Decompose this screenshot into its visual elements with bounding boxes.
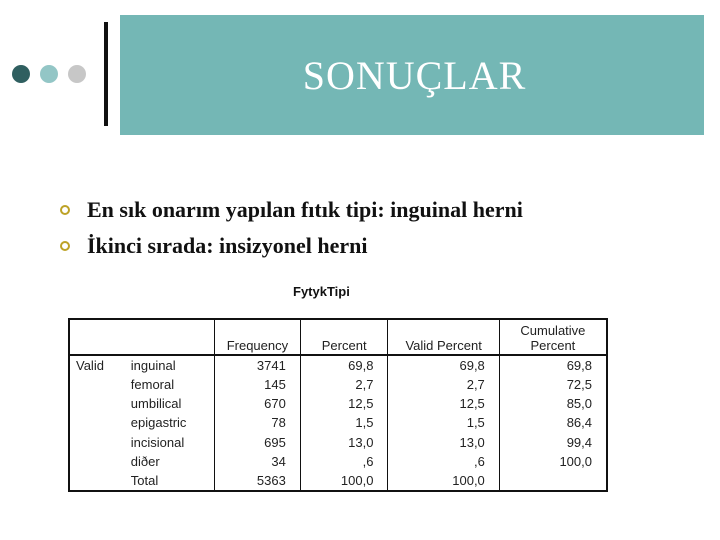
row-label: diðer xyxy=(130,453,160,469)
cell-frequency: 78 xyxy=(215,413,301,432)
table-row xyxy=(69,413,607,432)
cell-cumulative-percent: 99,4 xyxy=(499,433,607,452)
cell-percent: ,6 xyxy=(300,452,388,471)
cell-frequency: 3741 xyxy=(215,355,301,375)
row-label: femoral xyxy=(130,377,175,393)
table-row xyxy=(69,452,607,471)
bullet-item xyxy=(60,228,523,264)
decor-dot-teal xyxy=(40,65,58,83)
table-row xyxy=(69,394,607,413)
cell-frequency: 5363 xyxy=(215,471,301,491)
header-blank xyxy=(69,319,127,355)
cell-valid-percent: 100,0 xyxy=(388,471,499,491)
bullet-ring-icon xyxy=(60,205,70,215)
cell-percent: 13,0 xyxy=(300,433,388,452)
cell-valid-percent: 69,8 xyxy=(388,355,499,375)
cell-frequency: 34 xyxy=(215,452,301,471)
bullet-ring-icon xyxy=(60,241,70,251)
cell-cumulative-percent: 100,0 xyxy=(499,452,607,471)
cell-cumulative-percent: 69,8 xyxy=(499,355,607,375)
table-row xyxy=(69,375,607,394)
header-valid-percent: Valid Percent xyxy=(388,319,499,355)
table-header-row xyxy=(69,319,607,355)
cell-valid-percent: 12,5 xyxy=(388,394,499,413)
row-label: epigastric xyxy=(130,415,187,431)
cell-percent: 12,5 xyxy=(300,394,388,413)
row-label: incisional xyxy=(130,434,185,450)
cell-valid-percent: 13,0 xyxy=(388,433,499,452)
header-frequency: Frequency xyxy=(215,319,301,355)
cell-valid-percent: 1,5 xyxy=(388,413,499,432)
header-percent: Percent xyxy=(300,319,388,355)
bullet-text: En sık onarım yapılan fıtık tipi: inguinal herni xyxy=(87,197,523,222)
row-label: Total xyxy=(130,472,159,488)
decor-dot-gray xyxy=(68,65,86,83)
table-row-total xyxy=(69,471,607,491)
decor-dot-dark xyxy=(12,65,30,83)
bullet-text: İkinci sırada: insizyonel herni xyxy=(87,233,368,258)
cell-cumulative-percent xyxy=(499,471,607,491)
bullet-item xyxy=(60,192,523,228)
cell-cumulative-percent: 85,0 xyxy=(499,394,607,413)
cell-valid-percent: 2,7 xyxy=(388,375,499,394)
table-row xyxy=(69,355,607,375)
slide-title: SONUÇLAR xyxy=(302,52,527,98)
cell-frequency: 695 xyxy=(215,433,301,452)
header-cumulative-percent: Cumulative Percent xyxy=(499,319,607,355)
row-label: umbilical xyxy=(130,396,182,412)
title-banner xyxy=(120,15,704,135)
cell-percent: 1,5 xyxy=(300,413,388,432)
table-title: FytykTipi xyxy=(293,284,350,299)
cell-percent: 100,0 xyxy=(300,471,388,491)
table-row xyxy=(69,433,607,452)
cell-percent: 2,7 xyxy=(300,375,388,394)
bullet-list xyxy=(60,192,523,264)
decor-vertical-line xyxy=(104,22,108,126)
row-label: inguinal xyxy=(130,358,176,374)
cell-frequency: 145 xyxy=(215,375,301,394)
cell-cumulative-percent: 86,4 xyxy=(499,413,607,432)
cell-frequency: 670 xyxy=(215,394,301,413)
cell-valid-percent: ,6 xyxy=(388,452,499,471)
group-label: Valid xyxy=(76,358,104,373)
cell-cumulative-percent: 72,5 xyxy=(499,375,607,394)
frequency-table xyxy=(68,318,608,492)
cell-percent: 69,8 xyxy=(300,355,388,375)
header-blank xyxy=(127,319,215,355)
